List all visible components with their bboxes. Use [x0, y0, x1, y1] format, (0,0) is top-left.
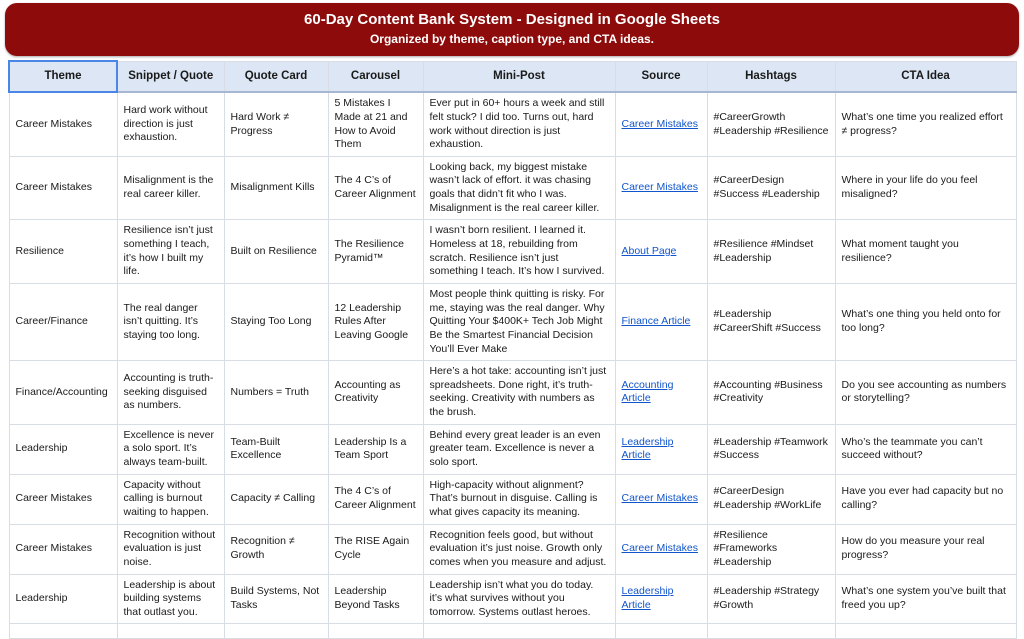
- sheet-container: [0, 58, 1024, 639]
- page-title: 60-Day Content Bank System - Designed in Google Sheets: [304, 11, 720, 28]
- source-cell[interactable]: [615, 156, 707, 220]
- source-link[interactable]: Career Mistakes: [621, 181, 698, 194]
- source-cell[interactable]: [615, 220, 707, 284]
- column-header-source[interactable]: Source: [615, 61, 707, 92]
- column-header-mini-post[interactable]: Mini-Post: [423, 61, 615, 92]
- column-header-snippet-quote[interactable]: Snippet / Quote: [117, 61, 224, 92]
- table-row: [9, 220, 1016, 284]
- table-row: [9, 92, 1016, 156]
- quote-card-cell[interactable]: Recognition ≠ Growth: [224, 524, 328, 574]
- hashtags-cell[interactable]: #Leadership #Strategy #Growth: [707, 574, 835, 624]
- quote-card-cell[interactable]: Staying Too Long: [224, 283, 328, 360]
- column-header-cta-idea[interactable]: CTA Idea: [835, 61, 1016, 92]
- source-link[interactable]: Accounting Article: [621, 378, 674, 405]
- theme-cell[interactable]: Career Mistakes: [9, 156, 117, 220]
- snippet-cell[interactable]: Misalignment is the real career killer.: [117, 156, 224, 220]
- hashtags-cell[interactable]: #CareerDesign #Success #Leadership: [707, 156, 835, 220]
- table-body: [9, 92, 1016, 639]
- source-cell[interactable]: [615, 574, 707, 624]
- carousel-cell[interactable]: The 4 C’s of Career Alignment: [328, 474, 423, 524]
- header-row: [9, 61, 1016, 92]
- hashtags-cell[interactable]: #Resilience #Mindset #Leadership: [707, 220, 835, 284]
- carousel-cell[interactable]: The RISE Again Cycle: [328, 524, 423, 574]
- carousel-cell[interactable]: 5 Mistakes I Made at 21 and How to Avoid Them: [328, 92, 423, 156]
- table-row: [9, 424, 1016, 474]
- theme-cell[interactable]: Career Mistakes: [9, 474, 117, 524]
- source-cell[interactable]: [615, 524, 707, 574]
- snippet-cell[interactable]: Accounting is truth-seeking disguised as numbers.: [117, 361, 224, 425]
- source-link[interactable]: Leadership Article: [621, 435, 674, 462]
- column-header-theme[interactable]: Theme: [9, 61, 117, 92]
- cta-cell[interactable]: Have you ever had capacity but no calling?: [835, 474, 1016, 524]
- carousel-cell[interactable]: Leadership Is a Team Sport: [328, 424, 423, 474]
- cta-cell[interactable]: Where in your life do you feel misaligned?: [835, 156, 1016, 220]
- snippet-cell[interactable]: Leadership is about building systems that outlast you.: [117, 574, 224, 624]
- source-link[interactable]: Career Mistakes: [621, 492, 698, 505]
- source-link[interactable]: Finance Article: [621, 315, 691, 328]
- snippet-cell[interactable]: Recognition without evaluation is just noise.: [117, 524, 224, 574]
- quote-card-cell[interactable]: Numbers = Truth: [224, 361, 328, 425]
- empty-cell[interactable]: [615, 624, 707, 639]
- carousel-cell[interactable]: Accounting as Creativity: [328, 361, 423, 425]
- carousel-cell[interactable]: 12 Leadership Rules After Leaving Google: [328, 283, 423, 360]
- theme-cell[interactable]: Leadership: [9, 574, 117, 624]
- banner: [5, 3, 1019, 56]
- column-header-quote-card[interactable]: Quote Card: [224, 61, 328, 92]
- cta-cell[interactable]: What moment taught you resilience?: [835, 220, 1016, 284]
- empty-cell[interactable]: [9, 624, 117, 639]
- quote-card-cell[interactable]: Built on Resilience: [224, 220, 328, 284]
- snippet-cell[interactable]: The real danger isn’t quitting. It’s staying too long.: [117, 283, 224, 360]
- column-header-carousel[interactable]: Carousel: [328, 61, 423, 92]
- snippet-cell[interactable]: Hard work without direction is just exhaustion.: [117, 92, 224, 156]
- column-header-hashtags[interactable]: Hashtags: [707, 61, 835, 92]
- table-row: [9, 283, 1016, 360]
- empty-row: [9, 624, 1016, 639]
- table-row: [9, 361, 1016, 425]
- hashtags-cell[interactable]: #CareerDesign #Leadership #WorkLife: [707, 474, 835, 524]
- hashtags-cell[interactable]: #Resilience #Frameworks #Leadership: [707, 524, 835, 574]
- theme-cell[interactable]: Finance/Accounting: [9, 361, 117, 425]
- source-cell[interactable]: [615, 474, 707, 524]
- theme-cell[interactable]: Career/Finance: [9, 283, 117, 360]
- content-table: [8, 60, 1017, 639]
- empty-cell[interactable]: [328, 624, 423, 639]
- quote-card-cell[interactable]: Build Systems, Not Tasks: [224, 574, 328, 624]
- mini-post-cell[interactable]: Looking back, my biggest mistake wasn’t lack of effort. it was chasing goals that didn’t fit who I was. Misalignment is the real career killer.: [423, 156, 615, 220]
- quote-card-cell[interactable]: Capacity ≠ Calling: [224, 474, 328, 524]
- carousel-cell[interactable]: The 4 C’s of Career Alignment: [328, 156, 423, 220]
- snippet-cell[interactable]: Capacity without calling is burnout waiting to happen.: [117, 474, 224, 524]
- empty-cell[interactable]: [423, 624, 615, 639]
- hashtags-cell[interactable]: #Leadership #Teamwork #Success: [707, 424, 835, 474]
- quote-card-cell[interactable]: Team-Built Excellence: [224, 424, 328, 474]
- theme-cell[interactable]: Resilience: [9, 220, 117, 284]
- cta-cell[interactable]: What’s one time you realized effort ≠ progress?: [835, 92, 1016, 156]
- mini-post-cell[interactable]: I wasn’t born resilient. I learned it. Homeless at 18, rebuilding from scratch. Resilience isn’t just something I teach. It’s how I survived.: [423, 220, 615, 284]
- table-header: [9, 61, 1016, 92]
- mini-post-cell[interactable]: Ever put in 60+ hours a week and still felt stuck? I did too. Turns out, hard work without direction is just exhaustion.: [423, 92, 615, 156]
- mini-post-cell[interactable]: Here’s a hot take: accounting isn’t just spreadsheets. Done right, it’s truth-seeking. Creativity with numbers as the brush.: [423, 361, 615, 425]
- hashtags-cell[interactable]: #CareerGrowth #Leadership #Resilience: [707, 92, 835, 156]
- source-link[interactable]: Career Mistakes: [621, 542, 698, 555]
- source-cell[interactable]: [615, 92, 707, 156]
- source-cell[interactable]: [615, 361, 707, 425]
- theme-cell[interactable]: Career Mistakes: [9, 524, 117, 574]
- page: [0, 3, 1024, 618]
- source-link[interactable]: About Page: [621, 244, 677, 257]
- mini-post-cell[interactable]: Most people think quitting is risky. For me, staying was the real danger. Why Quitting Your $400K+ Tech Job Might Be the Smartest Financial Decision You’ll Ever Make: [423, 283, 615, 360]
- cta-cell[interactable]: Do you see accounting as numbers or storytelling?: [835, 361, 1016, 425]
- cta-cell[interactable]: Who’s the teammate you can’t succeed without?: [835, 424, 1016, 474]
- cta-cell[interactable]: What’s one thing you held onto for too long?: [835, 283, 1016, 360]
- carousel-cell[interactable]: Leadership Beyond Tasks: [328, 574, 423, 624]
- empty-cell[interactable]: [117, 624, 224, 639]
- cta-cell[interactable]: How do you measure your real progress?: [835, 524, 1016, 574]
- theme-cell[interactable]: Leadership: [9, 424, 117, 474]
- theme-cell[interactable]: Career Mistakes: [9, 92, 117, 156]
- source-link[interactable]: Leadership Article: [621, 585, 674, 611]
- table-row: [9, 524, 1016, 574]
- source-cell[interactable]: [615, 283, 707, 360]
- table-row: [9, 156, 1016, 220]
- empty-cell[interactable]: [224, 624, 328, 639]
- hashtags-cell[interactable]: #Accounting #Business #Creativity: [707, 361, 835, 425]
- mini-post-cell[interactable]: Behind every great leader is an even greater team. Excellence is never a solo sport.: [423, 424, 615, 474]
- carousel-cell[interactable]: The Resilience Pyramid™: [328, 220, 423, 284]
- table-row: [9, 474, 1016, 524]
- mini-post-cell[interactable]: Recognition feels good, but without evaluation it’s just noise. Growth only comes when you measure and adjust.: [423, 524, 615, 574]
- page-subtitle: Organized by theme, caption type, and CTA ideas.: [369, 31, 655, 46]
- hashtags-cell[interactable]: #Leadership #CareerShift #Success: [707, 283, 835, 360]
- snippet-cell[interactable]: Excellence is never a solo sport. It’s always team-built.: [117, 424, 224, 474]
- source-link[interactable]: Career Mistakes: [621, 117, 698, 130]
- cta-cell[interactable]: What’s one system you’ve built that freed you up?: [835, 574, 1016, 624]
- empty-cell[interactable]: [835, 624, 1016, 639]
- mini-post-cell[interactable]: Leadership isn’t what you do today. it’s what survives without you tomorrow. Systems outlast heroes.: [423, 574, 615, 624]
- empty-cell[interactable]: [707, 624, 835, 639]
- snippet-cell[interactable]: Resilience isn’t just something I teach, it’s how I built my life.: [117, 220, 224, 284]
- mini-post-cell[interactable]: High-capacity without alignment? That’s burnout in disguise. Calling is what gives capacity its meaning.: [423, 474, 615, 524]
- table-row: [9, 574, 1016, 624]
- quote-card-cell[interactable]: Hard Work ≠ Progress: [224, 92, 328, 156]
- quote-card-cell[interactable]: Misalignment Kills: [224, 156, 328, 220]
- source-cell[interactable]: [615, 424, 707, 474]
